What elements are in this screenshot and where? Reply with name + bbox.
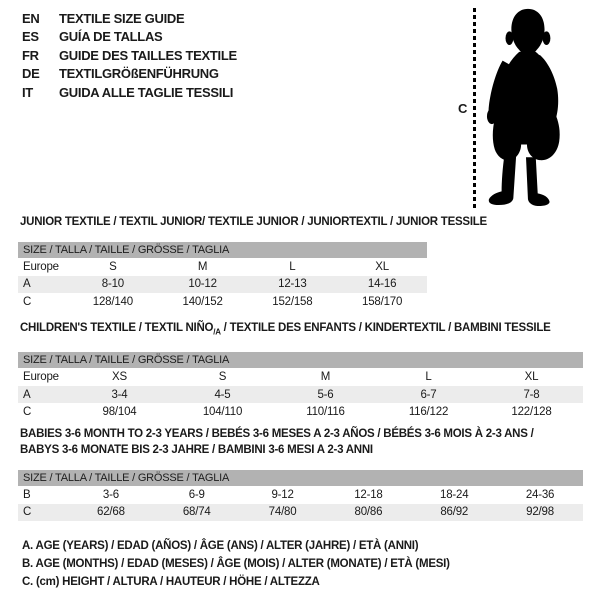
table-size-header: SIZE / TALLA / TAILLE / GRÖSSE / TAGLIA [18,242,427,258]
row-label: C [23,406,32,419]
table-cell: 80/86 [354,506,383,519]
table-cell: L [425,371,432,384]
table-title-line: JUNIOR TEXTILE / TEXTIL JUNIOR/ TEXTILE JUNIOR / JUNIORTEXTIL / JUNIOR TESSILE [20,216,487,228]
height-measure-label: C [458,101,468,116]
language-row [22,46,237,65]
table-row [18,403,583,421]
table-cell: 18-24 [440,488,469,501]
row-label: A [23,388,31,401]
table-title-line: CHILDREN'S TEXTILE / TEXTIL $NIÑO_{/A}$ / TEXTILE DES ENFANTS / KINDERTEXTIL / BAMBINI TESSILE [20,322,551,337]
table-cell: M [320,371,331,384]
table-title [18,214,487,230]
legend-line-b: B. AGE (MONTHS) / EDAD (MESES) / ÂGE (MOIS) / ALTER (MONATE) / ETÀ (MESI) [22,558,450,570]
table-title-line: BABIES 3-6 MONTH TO 2-3 YEARS / BEBÉS 3-6 MESES A 2-3 AÑOS / BÉBÉS 3-6 MOIS À 2-3 ANS / [20,428,534,440]
table-cell: 92/98 [526,506,554,519]
table-cell: 12-13 [278,278,307,291]
table-title [18,426,583,458]
language-title: GUÍA DE TALLAS [59,29,163,45]
legend-line-c: C. (cm) HEIGHT / ALTURA / HAUTEUR / HÖHE / ALTEZZA [22,576,320,588]
table-cell: 122/128 [511,406,552,419]
table-cell: S [218,371,227,384]
table-size-header: SIZE / TALLA / TAILLE / GRÖSSE / TAGLIA [18,352,583,368]
table-cell: 7-8 [523,388,540,401]
table-cell: 12-18 [354,488,383,501]
row-label: C [23,506,32,519]
table-cell: 86/92 [440,506,469,519]
table-title-line: BABYS 3-6 MONATE BIS 2-3 JAHRE / BAMBINI 3-6 MESI A 2-3 ANNI [20,444,373,456]
language-row [22,83,237,102]
baby-height-figure [450,0,600,215]
table-body [18,368,583,421]
table-cell: 104/110 [202,406,243,419]
table-cell: M [197,260,208,273]
language-code: ES [22,29,39,45]
row-label: A [23,278,31,291]
table-cell: 62/68 [97,506,125,519]
table-cell: XL [375,260,389,273]
table-row [18,258,427,276]
table-cell: 8-10 [101,278,124,291]
table-cell: 5-6 [317,388,334,401]
language-list [22,9,237,102]
measurement-legend [22,537,450,591]
table-cell: XS [112,371,127,384]
table-cell: 152/158 [272,295,313,308]
junior-textile-table [18,214,487,311]
babies-textile-table [18,426,583,521]
language-title: GUIDE DES TAILLES TEXTILE [59,47,237,63]
legend-line-a: A. AGE (YEARS) / EDAD (AÑOS) / ÂGE (ANS) / ALTER (JAHRE) / ETÀ (ANNI) [22,540,419,552]
table-row [18,386,583,404]
baby-silhouette-icon [482,6,570,207]
language-title: GUIDA ALLE TAGLIE TESSILI [59,84,234,100]
table-row [18,486,583,504]
row-label: Europe [23,371,59,384]
language-title: TEXTILGRÖßENFÜHRUNG [59,66,219,82]
table-title [18,320,583,340]
language-row [22,65,237,84]
table-row [18,276,427,294]
table-cell: 14-16 [367,278,397,291]
language-row [22,9,237,28]
table-cell: 74/80 [268,506,297,519]
table-cell: 6-9 [188,488,205,501]
language-row [22,28,237,47]
table-size-header: SIZE / TALLA / TAILLE / GRÖSSE / TAGLIA [18,470,583,486]
table-cell: 4-5 [214,388,231,401]
table-cell: XL [524,371,539,384]
language-code: DE [22,66,40,82]
table-cell: 116/122 [408,406,449,419]
row-label: Europe [23,260,59,273]
row-label: C [23,295,32,308]
table-cell: 24-36 [525,488,555,501]
row-label: B [23,488,31,501]
language-code: FR [22,47,39,63]
language-title: TEXTILE SIZE GUIDE [59,10,185,26]
table-cell: 110/116 [306,406,345,419]
table-row [18,504,583,522]
table-row [18,368,583,386]
language-code: IT [22,84,33,100]
table-cell: 140/152 [182,295,223,308]
table-cell: S [109,260,117,273]
table-body [18,258,427,311]
childrens-textile-table [18,320,583,421]
table-cell: 9-12 [271,488,294,501]
table-cell: 10-12 [188,278,217,291]
table-body [18,486,583,521]
table-cell: 98/104 [102,406,137,419]
table-row [18,293,427,311]
height-measure-dashed-line [473,8,476,210]
table-cell: 158/170 [362,295,403,308]
language-code: EN [22,10,40,26]
table-cell: 6-7 [420,388,437,401]
table-cell: L [289,260,296,273]
table-cell: 128/140 [92,295,133,308]
table-cell: 68/74 [182,506,211,519]
table-cell: 3-4 [111,388,128,401]
table-cell: 3-6 [102,488,119,501]
